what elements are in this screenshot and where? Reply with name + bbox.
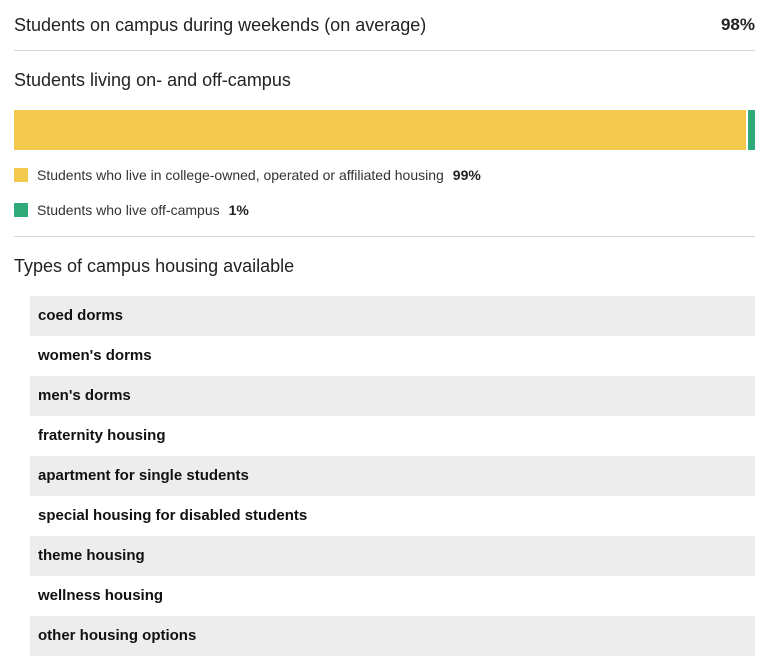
- housing-type-item: other housing options: [30, 616, 755, 656]
- legend-label-on-campus: Students who live in college-owned, operated or affiliated housing: [37, 167, 444, 183]
- housing-type-item: apartment for single students: [30, 456, 755, 496]
- legend-swatch-on-campus: [14, 168, 28, 182]
- weekend-stat-row: [14, 0, 755, 51]
- section-divider: [14, 236, 755, 237]
- housing-type-item: men's dorms: [30, 376, 755, 416]
- housing-type-item: special housing for disabled students: [38, 507, 308, 524]
- weekend-stat-label: Students on campus during weekends (on average): [14, 14, 427, 35]
- living-stacked-bar: [14, 110, 755, 150]
- weekend-stat-value: 98%: [720, 15, 755, 34]
- bar-segment-off-campus: [748, 110, 755, 150]
- legend-label-off-campus: Students who live off-campus: [37, 202, 220, 218]
- housing-type-item: fraternity housing: [38, 427, 166, 444]
- legend-value-on-campus: 99%: [452, 167, 481, 183]
- bar-segment-on-campus: [14, 110, 746, 150]
- housing-type-item: theme housing: [30, 536, 755, 576]
- legend-item-off-campus: [14, 202, 249, 218]
- living-section-title: Students living on- and off-campus: [14, 70, 291, 90]
- housing-section-title: Types of campus housing available: [14, 256, 295, 276]
- housing-types-list: [30, 296, 755, 656]
- legend-value-off-campus: 1%: [228, 202, 249, 218]
- legend-item-on-campus: [14, 167, 481, 183]
- housing-type-item: coed dorms: [30, 296, 755, 336]
- housing-type-item: women's dorms: [38, 347, 152, 364]
- legend-swatch-off-campus: [14, 203, 28, 217]
- housing-type-item: wellness housing: [38, 587, 164, 604]
